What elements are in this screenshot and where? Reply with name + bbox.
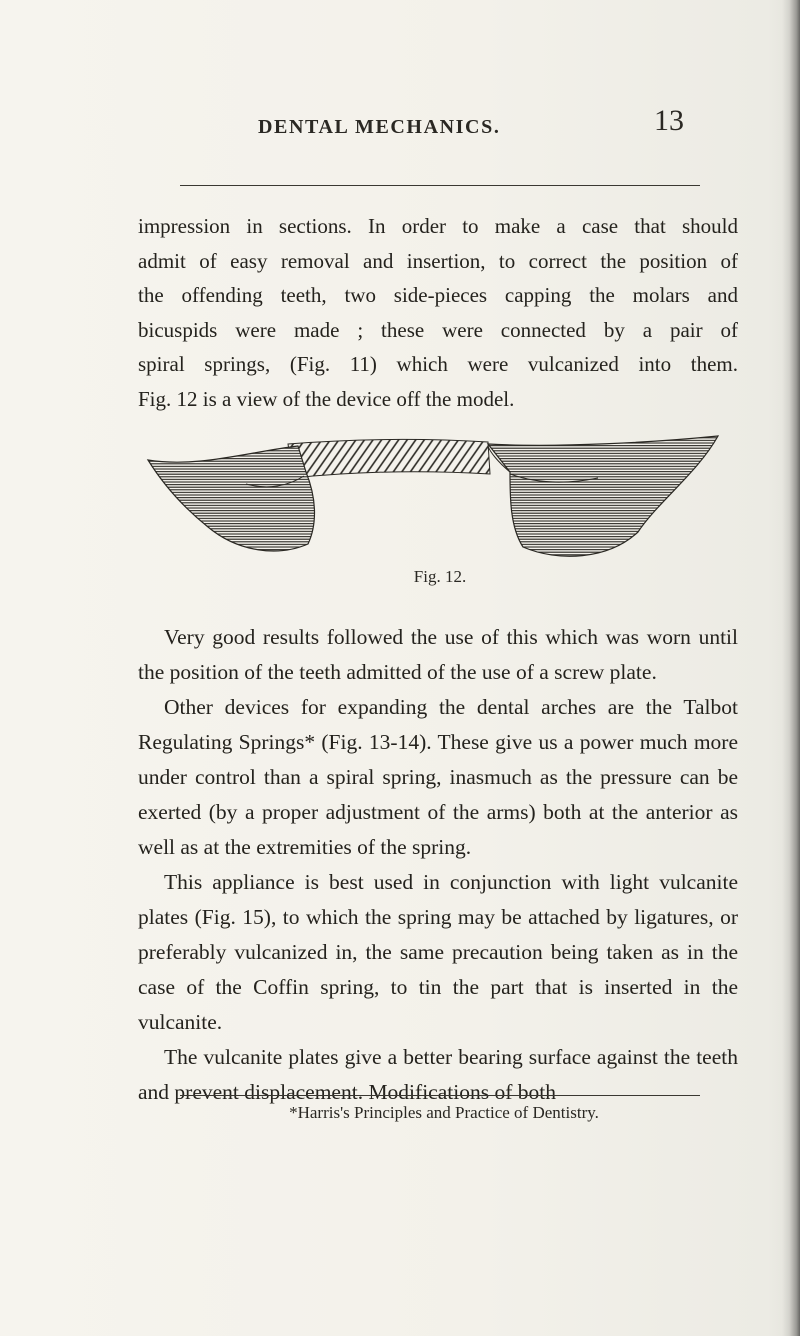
text-line: impression in sections. In order to make a case that should: [138, 214, 738, 238]
paragraph: This appliance is best used in conjunction with light vulcanite plates (Fig. 15), to which the spring may be attached by ligatures, or preferably vulcanized in, the same precaution being taken as in the case of the Coffin spring, to tin the part that is inserted in the vulcanite.: [138, 870, 738, 1034]
text-line: spiral springs, (Fig. 11) which were vulcanized into them.: [138, 352, 738, 377]
page-spine-shadow: [782, 0, 800, 1336]
paragraph: The vulcanite plates give a better bearing surface against the teeth and prevent displacement. Modifications of both: [138, 1045, 738, 1104]
footnote: *Harris's Principles and Practice of Dentistry.: [289, 1103, 599, 1122]
header-rule: [180, 185, 700, 186]
paragraph: Other devices for expanding the dental arches are the Talbot Regulating Springs* (Fig. 13-14). These give us a power much more under control than a spiral spring, inasmuch as the pressure can be exerted (by a proper adjustment of the arms) both at the anterior as well as at the extremities of the spring.: [138, 695, 738, 859]
figure-caption: Fig. 12.: [413, 567, 467, 586]
running-title: DENTAL MECHANICS.: [258, 116, 501, 138]
body-text: [138, 620, 738, 1110]
text-line: Fig. 12 is a view of the device off the model.: [138, 386, 515, 411]
left-side-piece: [148, 446, 315, 551]
footnote-rule: [180, 1095, 700, 1096]
paragraph-continued: [138, 209, 738, 417]
running-head: [0, 104, 800, 146]
text-line: the offending teeth, two side-pieces capping the molars and: [138, 283, 738, 308]
page-number: 13: [654, 104, 684, 137]
paragraph: Very good results followed the use of this which was worn until the position of the teeth admitted of the use of a screw plate.: [138, 625, 738, 684]
spring-bar: [288, 439, 490, 478]
text-line: admit of easy removal and insertion, to correct the position of: [138, 248, 738, 273]
text-line: bicuspids were made ; these were connected by a pair of: [138, 317, 738, 342]
right-side-piece: [488, 436, 718, 556]
